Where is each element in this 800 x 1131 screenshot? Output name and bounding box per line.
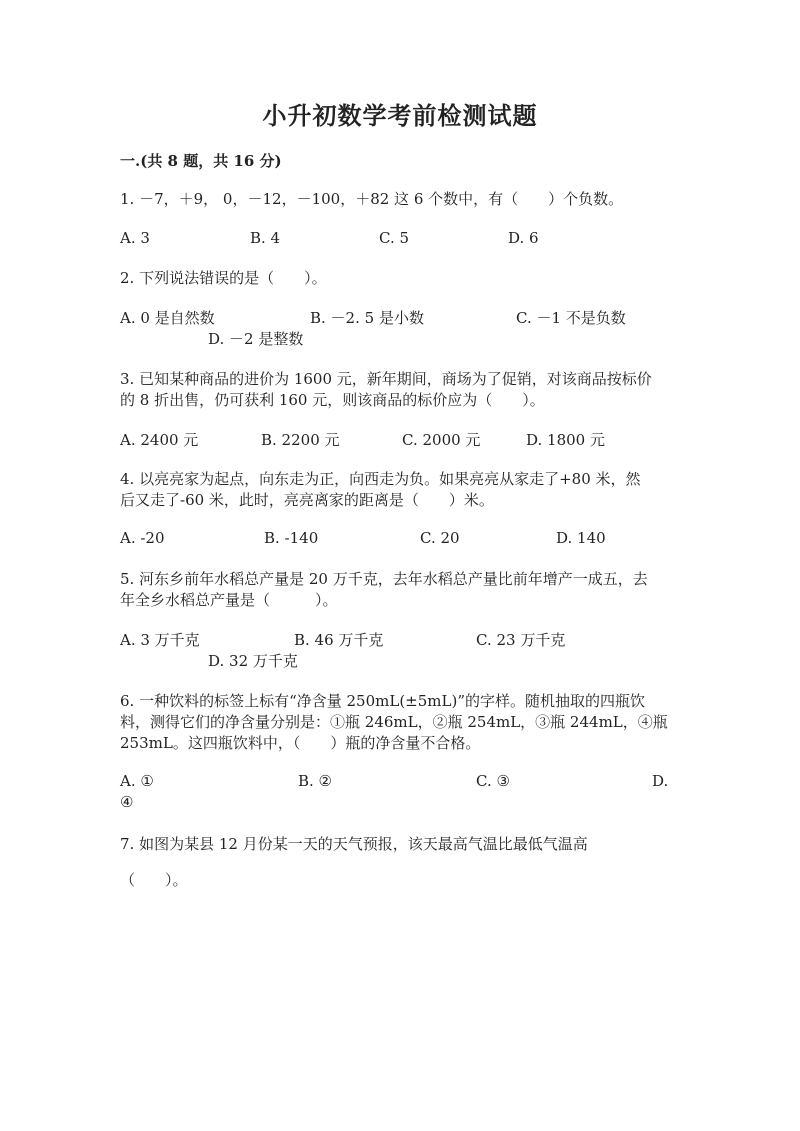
question-6-line-2: 料，测得它们的净含量分别是：①瓶 246mL，②瓶 254mL，③瓶 244mL，④瓶 — [120, 713, 668, 731]
question-3-option-c: C. 2000 元 — [402, 431, 481, 449]
question-4-option-d: D. 140 — [556, 529, 606, 547]
question-7-line-1: 7. 如图为某县 12 月份某一天的天气预报，该天最高气温比最低气温高 — [120, 835, 588, 853]
question-5-line-2: 年全乡水稻总产量是（ ）。 — [120, 591, 338, 609]
question-7-line-2: （ ）。 — [120, 871, 188, 889]
question-1-line-1: 1. －7，＋9， 0，－12，－100，＋82 这 6 个数中，有（ ）个负数。 — [120, 190, 624, 208]
question-4-line-2: 后又走了-60 米，此时，亮亮离家的距离是（ ）米。 — [120, 491, 494, 509]
question-4-option-b: B. -140 — [264, 529, 319, 547]
question-6-option-a: A. ① — [120, 772, 154, 790]
question-2-option-a: A. 0 是自然数 — [120, 309, 215, 327]
question-1-option-b: B. 4 — [250, 229, 281, 247]
question-3-option-b: B. 2200 元 — [261, 431, 340, 449]
question-5-line-1: 5. 河东乡前年水稻总产量是 20 万千克，去年水稻总产量比前年增产一成五，去 — [120, 570, 648, 588]
question-2-option-c: C. －1 不是负数 — [516, 309, 626, 327]
question-1-option-d: D. 6 — [508, 229, 539, 247]
question-3-line-2: 的 8 折出售，仍可获利 160 元，则该商品的标价应为（ ）。 — [120, 391, 545, 409]
question-5-option-a: A. 3 万千克 — [120, 631, 200, 649]
question-5-option-d: D. 32 万千克 — [208, 652, 298, 670]
question-2-line-1: 2. 下列说法错误的是（ ）。 — [120, 269, 327, 287]
question-3-option-d: D. 1800 元 — [526, 431, 605, 449]
question-4-line-1: 4. 以亮亮家为起点，向东走为正，向西走为负。如果亮亮从家走了+80 米，然 — [120, 470, 641, 488]
question-5-option-c: C. 23 万千克 — [476, 631, 566, 649]
question-6-option-c: C. ③ — [476, 772, 510, 790]
question-6-line-3: 253mL。这四瓶饮料中，（ ）瓶的净含量不合格。 — [120, 734, 481, 752]
question-6-option-d-value: ④ — [120, 793, 134, 811]
question-2-option-b: B. －2. 5 是小数 — [310, 309, 424, 327]
question-4-option-c: C. 20 — [420, 529, 460, 547]
page-title: 小升初数学考前检测试题 — [262, 101, 538, 130]
question-6-option-d-label: D. — [652, 772, 669, 790]
question-3-line-1: 3. 已知某种商品的进价为 1600 元，新年期间，商场为了促销，对该商品按标价 — [120, 370, 652, 388]
question-1-option-a: A. 3 — [120, 229, 150, 247]
question-3-option-a: A. 2400 元 — [120, 431, 199, 449]
question-1-option-c: C. 5 — [379, 229, 410, 247]
section-heading: 一.(共 8 题，共 16 分) — [120, 152, 282, 170]
question-5-option-b: B. 46 万千克 — [294, 631, 384, 649]
question-6-option-b: B. ② — [298, 772, 333, 790]
question-4-option-a: A. -20 — [120, 529, 165, 547]
question-6-line-1: 6. 一种饮料的标签上标有“净含量 250mL(±5mL)”的字样。随机抽取的四瓶饮 — [120, 692, 646, 710]
question-2-option-d: D. －2 是整数 — [208, 330, 304, 348]
